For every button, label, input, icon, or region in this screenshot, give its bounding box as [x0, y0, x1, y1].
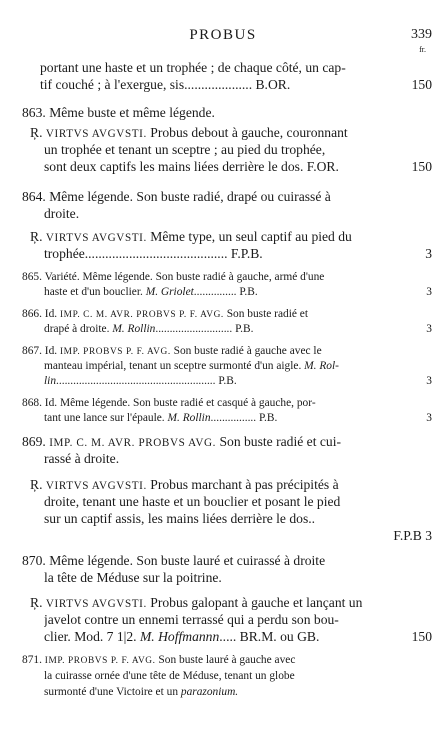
line-text: Ŗ. — [30, 595, 46, 610]
text-line — [44, 510, 432, 527]
text-line — [44, 359, 432, 373]
line-text: drapé à droite. — [44, 323, 113, 335]
coin-legend: IMP. PROBVS P. F. AVG. — [44, 656, 156, 666]
line-text: javelot contre un ennemi terrassé qui a perdu son bou- — [44, 612, 339, 627]
line-text: clier. Mod. 7 1|2. — [44, 629, 140, 644]
text-line — [44, 205, 432, 222]
text-line — [22, 188, 432, 205]
line-text: ............... P.B. — [193, 286, 258, 298]
line-text: 869. — [22, 434, 50, 449]
text-line — [44, 685, 432, 699]
coin-legend: IMP. C. M. AVR. PROBVS P. F. AVG. — [59, 310, 224, 320]
line-text: surmonté d'une Victoire et un — [44, 686, 181, 698]
coin-legend: VIRTVS AVGVSTI. — [45, 128, 147, 140]
page-number: 339 — [411, 27, 432, 42]
text-line — [44, 141, 432, 158]
line-text: Son buste radié et — [223, 308, 308, 320]
line-text: ........................................................ P.B. — [56, 375, 237, 387]
line-text: Probus galopant à gauche et lançant un — [146, 595, 363, 610]
line-text: tant une lance sur l'épaule. — [44, 412, 168, 424]
rarity-value: 3 — [426, 323, 432, 335]
text-line — [22, 552, 432, 569]
text-line — [44, 669, 432, 683]
rarity-value: 3 — [426, 286, 432, 298]
line-text: Son buste radié à gauche avec le — [170, 345, 322, 357]
text-line — [22, 104, 432, 121]
text-line — [44, 411, 392, 425]
collector-name: M. Hoffmannn — [139, 629, 220, 644]
line-text: Ŗ. — [30, 477, 46, 492]
text-line — [44, 450, 432, 467]
collector-name: lin — [44, 375, 57, 387]
line-text: Même type, un seul captif au pied du — [146, 229, 352, 244]
text-line — [44, 628, 392, 645]
line-text: 865. Variété. Même légende. Son buste radié à gauche, armé d'une — [22, 271, 325, 283]
coin-legend: VIRTVS AVGVSTI. — [45, 598, 147, 610]
line-text: ................ P.B. — [210, 412, 278, 424]
line-text: la cuirasse ornée d'une tête de Méduse, tenant un globe — [44, 670, 295, 682]
running-title: PROBUS — [189, 27, 257, 43]
line-text: ..... BR.M. ou GB. — [219, 629, 320, 644]
signature-mark: fr. — [419, 45, 426, 54]
line-text: la tête de Méduse sur la poitrine. — [44, 570, 222, 585]
line-text: sur un captif assis, les mains liées derrière le dos.. — [44, 511, 316, 526]
line-text: 863. Même buste et même légende. — [22, 105, 215, 120]
line-text: 870. Même légende. Son buste lauré et cuirassé à droite — [22, 553, 326, 568]
line-text: Probus marchant à pas précipités à — [146, 477, 339, 492]
line-text: Son buste lauré à gauche avec — [155, 654, 296, 666]
text-line — [22, 270, 432, 284]
line-text: sont deux captifs les mains liées derrière le dos. F.OR. — [44, 159, 339, 174]
collector-name: M. Rollin — [167, 412, 211, 424]
line-text: droite, tenant une haste et un bouclier et posant le pied — [44, 494, 341, 509]
text-line — [44, 245, 392, 262]
line-text: droite. — [44, 206, 80, 221]
collector-name: M. Griolet — [145, 286, 194, 298]
text-line — [44, 158, 392, 175]
text-line — [22, 307, 432, 322]
rarity-value: 150 — [411, 77, 432, 92]
rarity-value: 150 — [411, 629, 432, 644]
text-line — [44, 611, 432, 628]
text-line — [44, 322, 392, 336]
text-line — [22, 653, 432, 668]
line-text: un trophée et tenant un sceptre ; au pied du trophée, — [44, 142, 326, 157]
line-text: haste et d'un bouclier. — [44, 286, 146, 298]
text-line — [22, 344, 432, 359]
line-text: 871. — [22, 654, 45, 666]
line-text: Ŗ. — [30, 229, 46, 244]
line-text: 868. Id. Même légende. Son buste radié et casqué à gauche, por- — [22, 397, 316, 409]
text-line — [44, 374, 392, 388]
rarity-value: 3 — [426, 375, 432, 387]
coin-legend: IMP. PROBVS P. F. AVG. — [59, 347, 171, 357]
rarity-value: 3 — [426, 412, 432, 424]
line-text: manteau impérial, tenant un sceptre surmonté d'un aigle. — [44, 360, 305, 372]
collector-name: parazonium. — [180, 686, 239, 698]
line-text: tif couché ; à l'exergue, sis.................... B.OR. — [40, 77, 291, 92]
rarity-value: F.P.B 3 — [393, 528, 432, 543]
rarity-value: 3 — [425, 246, 432, 261]
collector-name: M. Rol- — [304, 360, 339, 372]
line-text: portant une haste et un trophée ; de chaque côté, un cap- — [40, 60, 346, 75]
coin-legend: IMP. C. M. AVR. PROBVS AVG. — [49, 437, 217, 449]
line-text: Son buste radié et cui- — [216, 434, 342, 449]
line-text: Probus debout à gauche, couronnant — [146, 125, 348, 140]
collector-name: M. Rollin — [112, 323, 156, 335]
text-line — [22, 396, 432, 410]
rarity-value: 150 — [411, 159, 432, 174]
line-text: 864. Même légende. Son buste radié, drapé ou cuirassé à — [22, 189, 331, 204]
line-text: 867. Id. — [22, 345, 60, 357]
line-text: ........................... P.B. — [155, 323, 254, 335]
text-line — [44, 493, 432, 510]
line-text: trophée.......................................... F.P.B. — [44, 246, 263, 261]
line-text: 866. Id. — [22, 308, 60, 320]
text-line — [44, 285, 392, 299]
text-line — [44, 569, 432, 586]
text-line — [40, 59, 432, 76]
line-text: Ŗ. — [30, 125, 46, 140]
line-text: rassé à droite. — [44, 451, 120, 466]
coin-legend: VIRTVS AVGVSTI. — [45, 232, 147, 244]
coin-legend: VIRTVS AVGVSTI. — [45, 480, 147, 492]
text-line — [40, 76, 392, 93]
